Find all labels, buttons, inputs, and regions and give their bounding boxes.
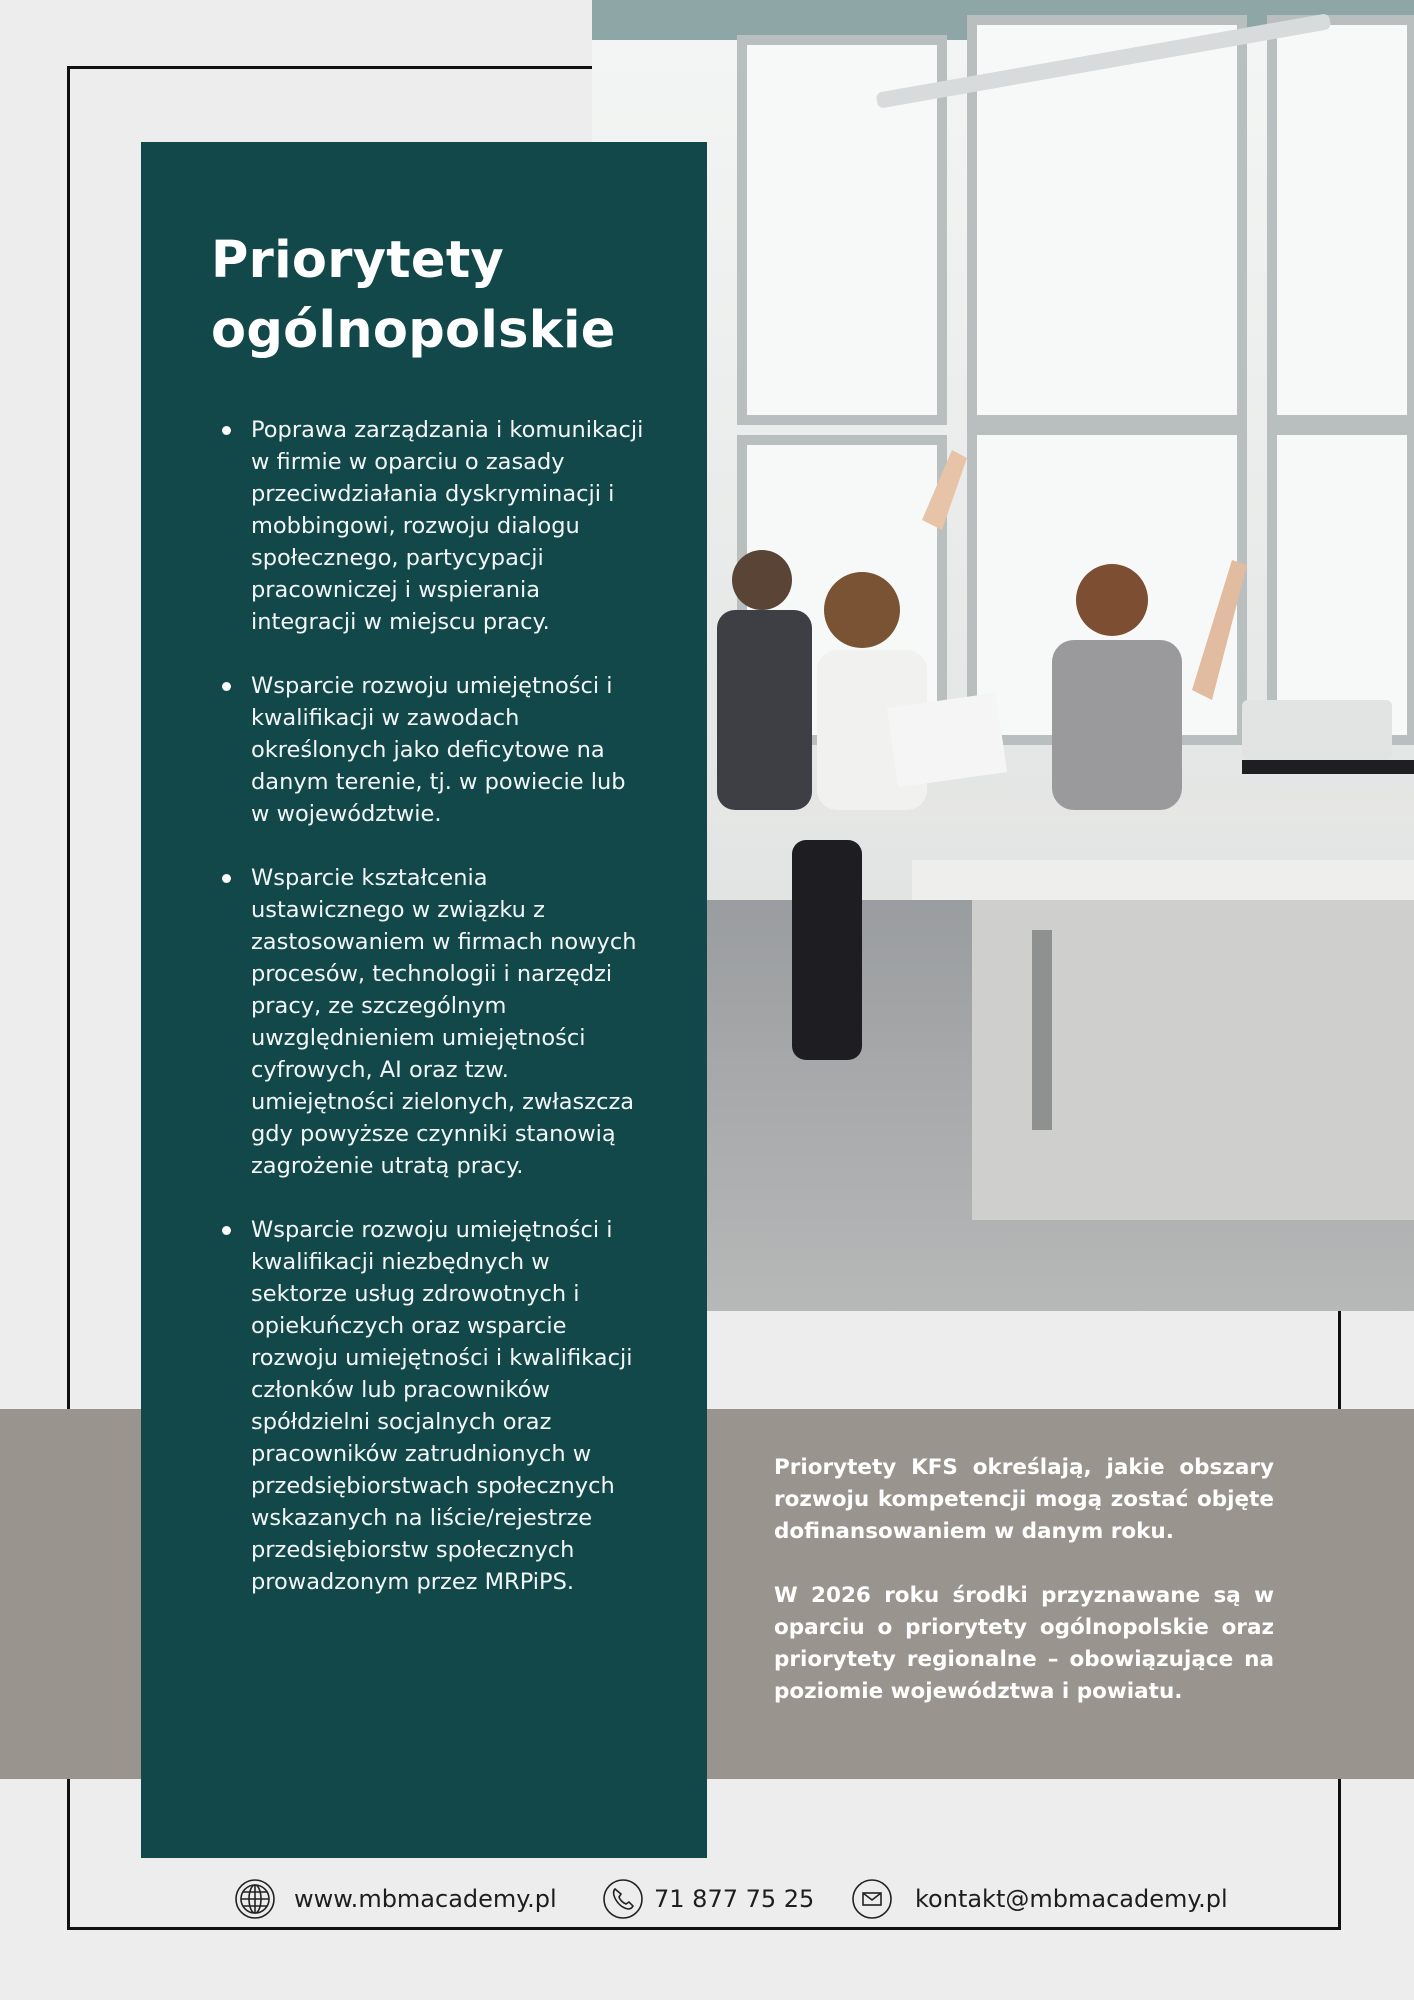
note-paragraph: W 2026 roku środki przyznawane są w oparciu o priorytety ogólnopolskie oraz priorytety regionalne – obowiązujące na poziomie województwa i powiatu.: [774, 1583, 1274, 1704]
list-item: Wsparcie rozwoju umiejętności i kwalifikacji niezbędnych w sektorze usług zdrowotnych i opiekuńczych oraz wsparcie rozwoju umiejętności i kwalifikacji członków lub pracowników spółdzielni socjalnych oraz pracowników zatrudnionych w przedsiębiorstwach społecznych wskazanych na liście/rejestrze przedsiębiorstw społecznych prowadzonym przez MRPiPS.: [251, 1214, 647, 1598]
email-contact[interactable]: [851, 1872, 1228, 1926]
panel-title: Priorytety ogólnopolskie: [211, 231, 616, 360]
website-contact[interactable]: [234, 1872, 557, 1926]
info-note: [774, 1452, 1274, 1740]
website-link[interactable]: www.mbmacademy.pl: [294, 1885, 557, 1913]
phone-contact[interactable]: [602, 1872, 814, 1926]
priorities-panel: [141, 142, 707, 1858]
phone-number: 71 877 75 25: [654, 1885, 815, 1913]
list-item: Wsparcie kształcenia ustawicznego w związku z zastosowaniem w firmach nowych procesów, technologii i narzędzi pracy, ze szczególnym uwzględnieniem umiejętności cyfrowych, AI oraz tzw. umiejętności zielonych, zwłaszcza gdy powyższe czynniki stanowią zagrożenie utratą pracy.: [251, 862, 647, 1182]
priorities-list: [211, 414, 647, 1598]
classroom-photo: [592, 0, 1414, 1311]
phone-icon: [602, 1878, 644, 1920]
globe-icon: [234, 1878, 276, 1920]
note-paragraph: Priorytety KFS określają, jakie obszary rozwoju kompetencji mogą zostać objęte dofinansowaniem w danym roku.: [774, 1455, 1274, 1544]
list-item: Poprawa zarządzania i komunikacji w firmie w oparciu o zasady przeciwdziałania dyskryminacji i mobbingowi, rozwoju dialogu społecznego, partycypacji pracowniczej i wspierania integracji w miejscu pracy.: [251, 414, 647, 638]
list-item: Wsparcie rozwoju umiejętności i kwalifikacji w zawodach określonych jako deficytowe na danym terenie, tj. w powiecie lub w województwie.: [251, 670, 647, 830]
email-link[interactable]: kontakt@mbmacademy.pl: [915, 1885, 1228, 1913]
classroom-photo-illustration: [592, 0, 1414, 1311]
mail-icon: [851, 1878, 893, 1920]
contact-footer: [0, 1872, 1414, 1926]
